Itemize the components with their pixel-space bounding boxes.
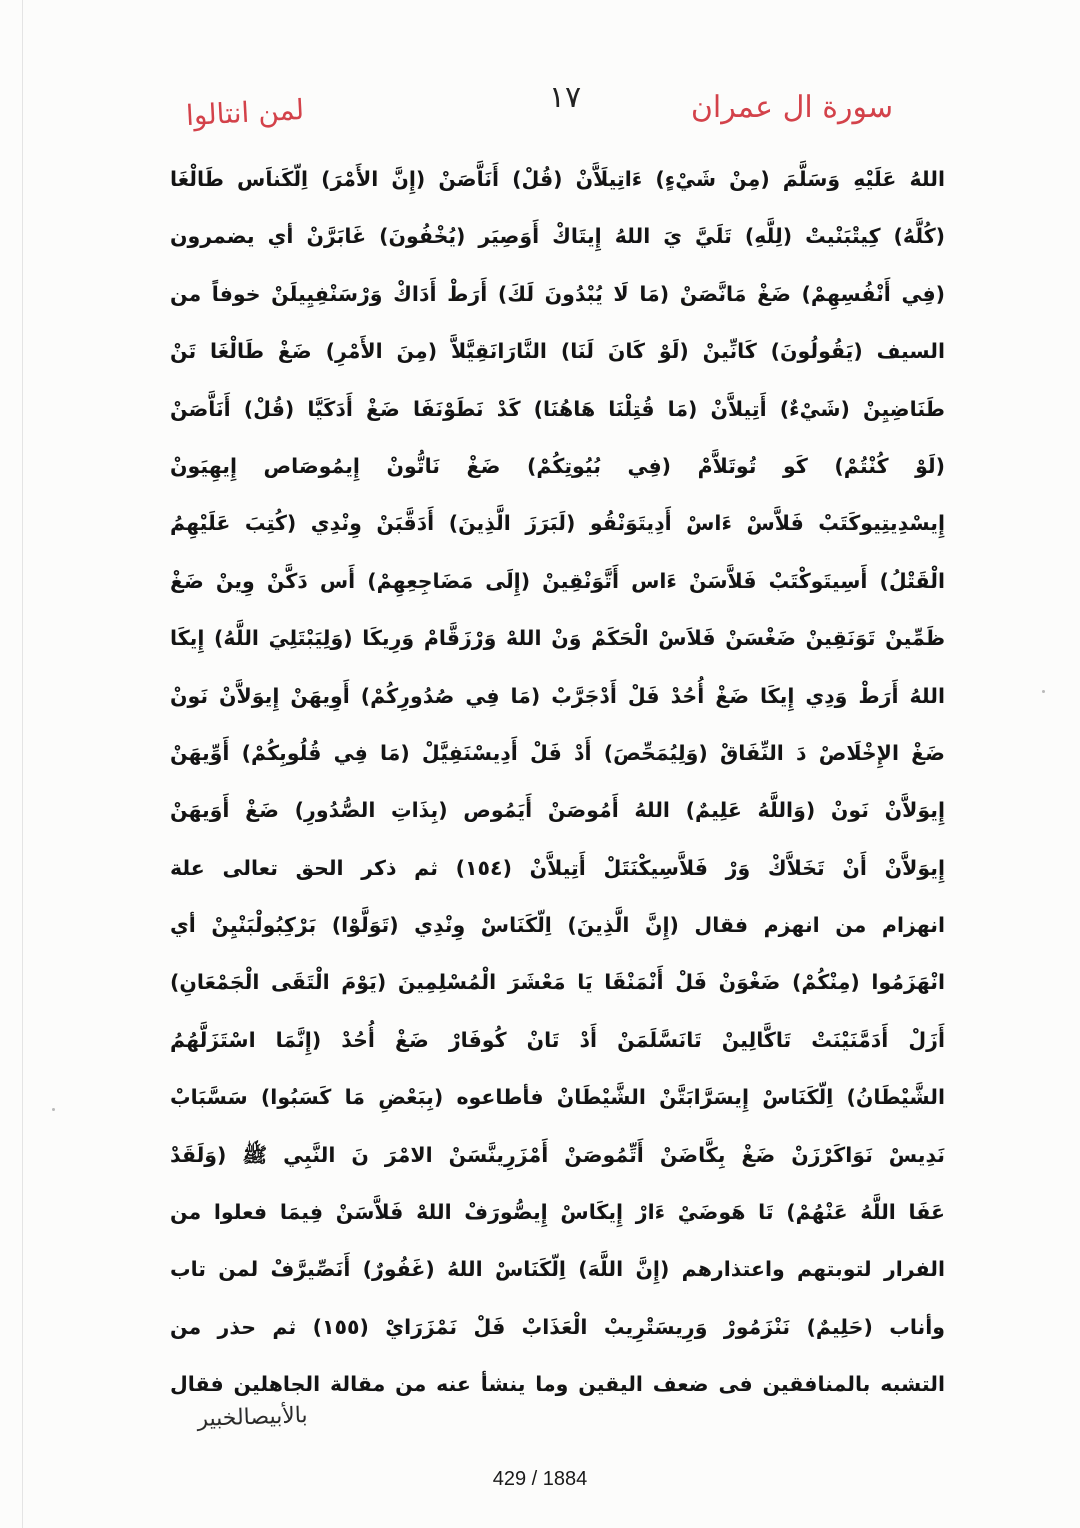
text-line: وأناب (حَلِيمٌ) نَنْزَمُورْ وَرِيسَتْرِيبْ الْعَذَابْ فَلْ نَمْزَرَايْ (١٥٥) ثم حذر من [170, 1314, 945, 1339]
text-line: أَزَلْ أَدَمَّنَيْنَتْ تَاكَّالِينْ تَانَسَّلَمَنْ أَدْ تَانْ كُوفَارْ ضَغْ أُحُدْ (إِنَّمَا اسْتَزَلَّهُمُ [170, 1027, 945, 1052]
arabic-body-text [170, 151, 945, 1414]
text-line: التشبه بالمنافقين فى ضعف اليقين وما ينشأ عنه من مقالة الجاهلين فقال [170, 1372, 945, 1397]
text-line: (كُلَّهُ) كِيتْبَنْيتْ (لِلَّهِ) تَلَيَّ يَ اللهُ إِيتَاكْ أَوَصِيَر (يُخْفُونَ) غَابَرَّنْ أي يضمرون [170, 224, 945, 249]
text-line: اللهُ عَلَيْهِ وَسَلَّمَ (مِنْ شَيْءٍ) ءَاتِيلَاَّنْ (قُلْ) أَنَاَّصَنْ (إِنَّ الأَمْرَ) اِلّكَناَس طَالْغَا [170, 167, 945, 191]
text-line: انهزام من انهزم فقال (إِنَّ الَّذِينَ) اِلّكَنَاسْ وِنْدِي (تَوَلَّوْا) بَرْكِبُولْبَنْيِنْ أي [170, 913, 945, 938]
text-line: (فِي أَنْفُسِهِمْ) ضَغْ مَانَّصَنْ (مَا لَا يُبْدُونَ لَكَ) أَرَطْ أَدَاكْ وَرْسَنْفِيِيلَنْ خوفاً من [170, 281, 945, 306]
text-line: ظَمِّينْ تَوَنَقِينْ ضَغْسَنْ فَلاَسْ الْحَكَمْ وَنْ اللهْ وَرْزَقَّامْ وَرِيكَا (وَلِيَبْتَلِيَ اللَّهُ) إِيكَا [170, 626, 945, 651]
text-line: الْقَتْلُ) أَسِيتَوكْتَبْ فَلاَّسَنْ ءَاس أَتَّوَنْقِينْ (إِلَى مَضَاجِعِهِمْ) أَس دَكَّنْ وِينْ ضَغْ [170, 568, 945, 593]
text-line: اللهُ أَرَطْ وَدِي إِيكَا ضَغْ أُحُدْ فَلْ أَدْجَرَّبْ (مَا فِي صُدُورِكُمْ) أَوِيهَنْ إِيوَلاَّنْ نَونْ [170, 683, 945, 708]
scan-speck [52, 1108, 55, 1111]
text-line: طَنَاضِيِنْ (شَيْءٌ) أَتِيلاَّنْ (مَا قُتِلْنَا هَاهُنَا) كَدْ نَطَوْنَفَا ضَغْ أَدَكَيَّا (قُلْ) أَنَاَّصَنْ [170, 396, 945, 421]
text-line: إِيوَلاَّنْ نَونْ (وَاللَّهُ عَلِيمٌ) اللهُ أَمُوصَنْ أَيَمُوص (بِذَاتِ الصُّدُورِ) ضَغْ أَوَيهَنْ [170, 798, 945, 823]
text-line: ضَغْ الإِخْلَاصْ دَ النِّفَاقْ (وَلِيُمَحِّصَ) أَدْ فَلْ أَدِيسْنَفِيَّلْ (مَا فِي قُلُوبِكُمْ) أَوِّيهَنْ [170, 740, 945, 765]
page-number-arabic: ١٧ [548, 80, 582, 115]
text-line: (لَوْ كُنْتُمْ) كَو تُوتَلاَّمْ (فِي بُيُوتِكُمْ) ضَغْ نَاتُّونْ إِيمُوصَاص إِيهِيَونْ [170, 453, 945, 478]
handwritten-surah-title: سورة ال عمران [690, 90, 894, 125]
scan-speck [1042, 690, 1045, 693]
text-line: إِيسْدِيتِيوكَتَبْ فَلاَّسْ ءَاسْ أَدِيتَوَنْقُو (لَبَرَزَ الَّذِينَ) أَدَقَّبَنْ وِنْدِي (كُتِبَ عَلَيْهِمُ [170, 511, 945, 536]
text-line: الشَّيْطَانُ) اِلّكَنَاسْ إِيسَرَّابَتَّنْ الشَّيْطَانْ فأطاعوه (بِبَعْضِ مَا كَسَبُوا) سَسَّبَابْ [170, 1085, 945, 1110]
handwritten-left-note: لمن انتالوا [185, 92, 305, 133]
scan-edge-line [22, 0, 23, 1528]
text-line: السيف (يَقُولُونَ) كَانِّينْ (لَوْ كَانَ لَنَا) النَّارَانَقِيَّلاَّ (مِنَ الأَمْرِ) ضَغْ طَالْغَا تَنْ [170, 339, 945, 364]
handwritten-signature: بالأبيصالخبير [196, 1403, 309, 1432]
text-line: نَدِيسْ نَوَاكَرْزَنْ ضَغْ بِكَّاضَنْ أَتِّمُوصَنْ أَمْزَرِينَّسَنْ الامْرَ نَ النَّبِي ﷺ (وَلَقَدْ [170, 1142, 945, 1167]
text-line: انْهَزَمُوا (مِنْكُمْ) ضَغْوَنْ فَلْ أَنْمَنْقَا يَا مَعْشَرَ الْمُسْلِمِينَ (يَوْمَ الْتَقَى الْجَمْعَانِ) [170, 970, 945, 995]
page-counter: 429 / 1884 [492, 1468, 588, 1490]
text-line: الفرار لتوبتهم واعتذارهم (إِنَّ اللَّهَ) اِلّكَنَاسْ اللهُ (غَفُورٌ) أَنَصِّيرَّفْ لمن تاب [170, 1257, 945, 1282]
text-line: عَفَا اللَّهُ عَنْهُمْ) تَا هَوضَيْ ءَارْ إِيكَاسْ إِيصُّورَفْ اللهْ فَلاَّسَنْ فِيمَا فعلوا من [170, 1200, 945, 1225]
text-line: إِيوَلاَّنْ أَنْ تَخَلاَّكْ وَرْ فَلاَّسِيكْنَتَلْ أَتِيلاَّنْ (١٥٤) ثم ذكر الحق تعالى علة [170, 855, 945, 880]
